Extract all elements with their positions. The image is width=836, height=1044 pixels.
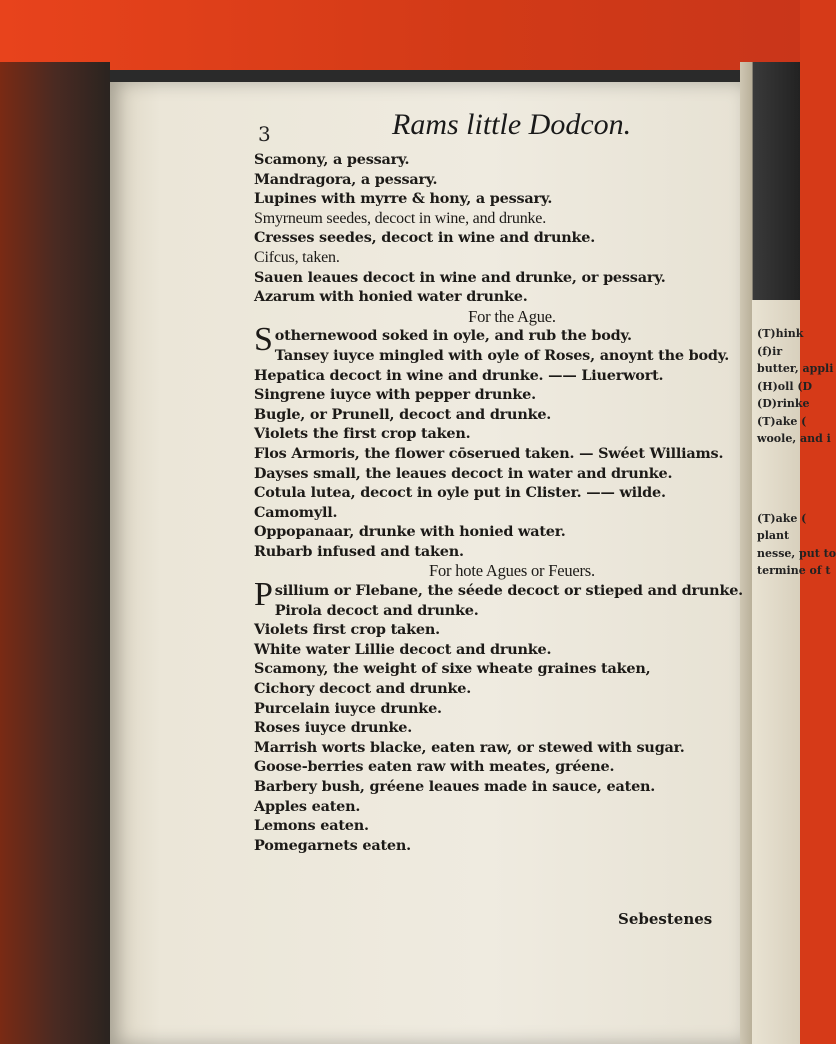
text-line: Bugle, or Prunell, decoct and drunke. — [254, 405, 552, 423]
margin-note: plant — [757, 529, 790, 542]
margin-note: termine of t — [757, 564, 831, 577]
text-line: Smyrneum seedes, decoct in wine, and drunke. — [254, 209, 547, 227]
text-line: Goose-berries eaten raw with meates, gréene. — [254, 758, 615, 776]
text-line: Purcelain iuyce drunke. — [254, 699, 442, 717]
page-text — [254, 150, 743, 855]
running-title: Rams little Dodcon. — [392, 108, 632, 141]
facing-page-margin-text — [757, 325, 836, 580]
text-line: Cifcus, taken. — [254, 248, 340, 266]
margin-note: woole, and i — [757, 432, 831, 445]
page-number: 3 — [258, 122, 271, 146]
margin-note: (D)rinke — [757, 397, 810, 410]
text-line: Flos Armoris, the flower cōserued taken. — Swéet Williams. — [254, 444, 724, 462]
text-line: White water Lillie decoct and drunke. — [254, 640, 552, 658]
section-heading: For the Ague. — [468, 306, 556, 326]
text-line: Cichory decoct and drunke. — [254, 680, 472, 698]
text-line: Violets first crop taken. — [254, 621, 440, 639]
book-gutter-shadow — [0, 62, 110, 1044]
text-line-rest: othernewood soked in oyle, and rub the body. — [274, 327, 632, 345]
margin-note: (T)ake ( — [757, 414, 807, 428]
text-line: Tansey iuyce mingled with oyle of Roses, anoynt the body. — [274, 346, 730, 364]
text-line: Sauen leaues decoct in wine and drunke, or pessary. — [254, 268, 666, 286]
text-line: Dayses small, the leaues decoct in water and drunke. — [254, 464, 673, 482]
text-line: Lemons eaten. — [254, 817, 369, 835]
text-line: Violets the first crop taken. — [254, 425, 471, 443]
text-line: Apples eaten. — [254, 797, 361, 815]
text-line: Camomyll. — [254, 503, 338, 521]
text-line: Azarum with honied water drunke. — [254, 288, 528, 306]
text-line: Cresses seedes, decoct in wine and drunke. — [254, 229, 596, 247]
text-line: Singrene iuyce with pepper drunke. — [254, 386, 536, 404]
drop-capital: S — [254, 321, 273, 359]
text-line: Rubarb infused and taken. — [254, 542, 464, 560]
margin-note: butter, appli — [757, 362, 834, 375]
text-line: Scamony, a pessary. — [254, 151, 410, 168]
text-line-rest: sillium or Flebane, the séede decoct or stieped and drunke. — [274, 582, 743, 600]
text-line: Pirola decoct and drunke. — [274, 601, 479, 619]
drop-capital: P — [254, 576, 273, 614]
margin-note: (f)ir — [757, 344, 783, 358]
text-line: Cotula lutea, decoct in oyle put in Clister. —— wilde. — [254, 484, 666, 502]
margin-note: (H)oll (D — [757, 379, 813, 393]
text-line: Lupines with myrre & hony, a pessary. — [254, 190, 553, 208]
margin-note: (T)ake ( — [757, 511, 807, 525]
red-backdrop — [0, 0, 800, 70]
text-line: Barbery bush, gréene leaues made in sauce, eaten. — [254, 778, 656, 795]
text-line: Hepatica decoct in wine and drunke. —— Liuerwort. — [254, 366, 664, 384]
text-line: Marrish worts blacke, eaten raw, or stewed with sugar. — [254, 738, 685, 756]
section-heading: For hote Agues or Feuers. — [429, 561, 595, 581]
text-line: Oppopanaar, drunke with honied water. — [254, 523, 566, 541]
text-line: Pomegarnets eaten. — [254, 836, 411, 854]
margin-note: (T)hink — [757, 327, 804, 340]
text-line: Mandragora, a pessary. — [254, 170, 438, 188]
margin-note: nesse, put to — [757, 546, 836, 560]
text-line: Roses iuyce drunke. — [254, 719, 413, 737]
text-line: Scamony, the weight of sixe wheate graines taken, — [254, 660, 651, 678]
catchword: Sebestenes — [618, 910, 713, 928]
